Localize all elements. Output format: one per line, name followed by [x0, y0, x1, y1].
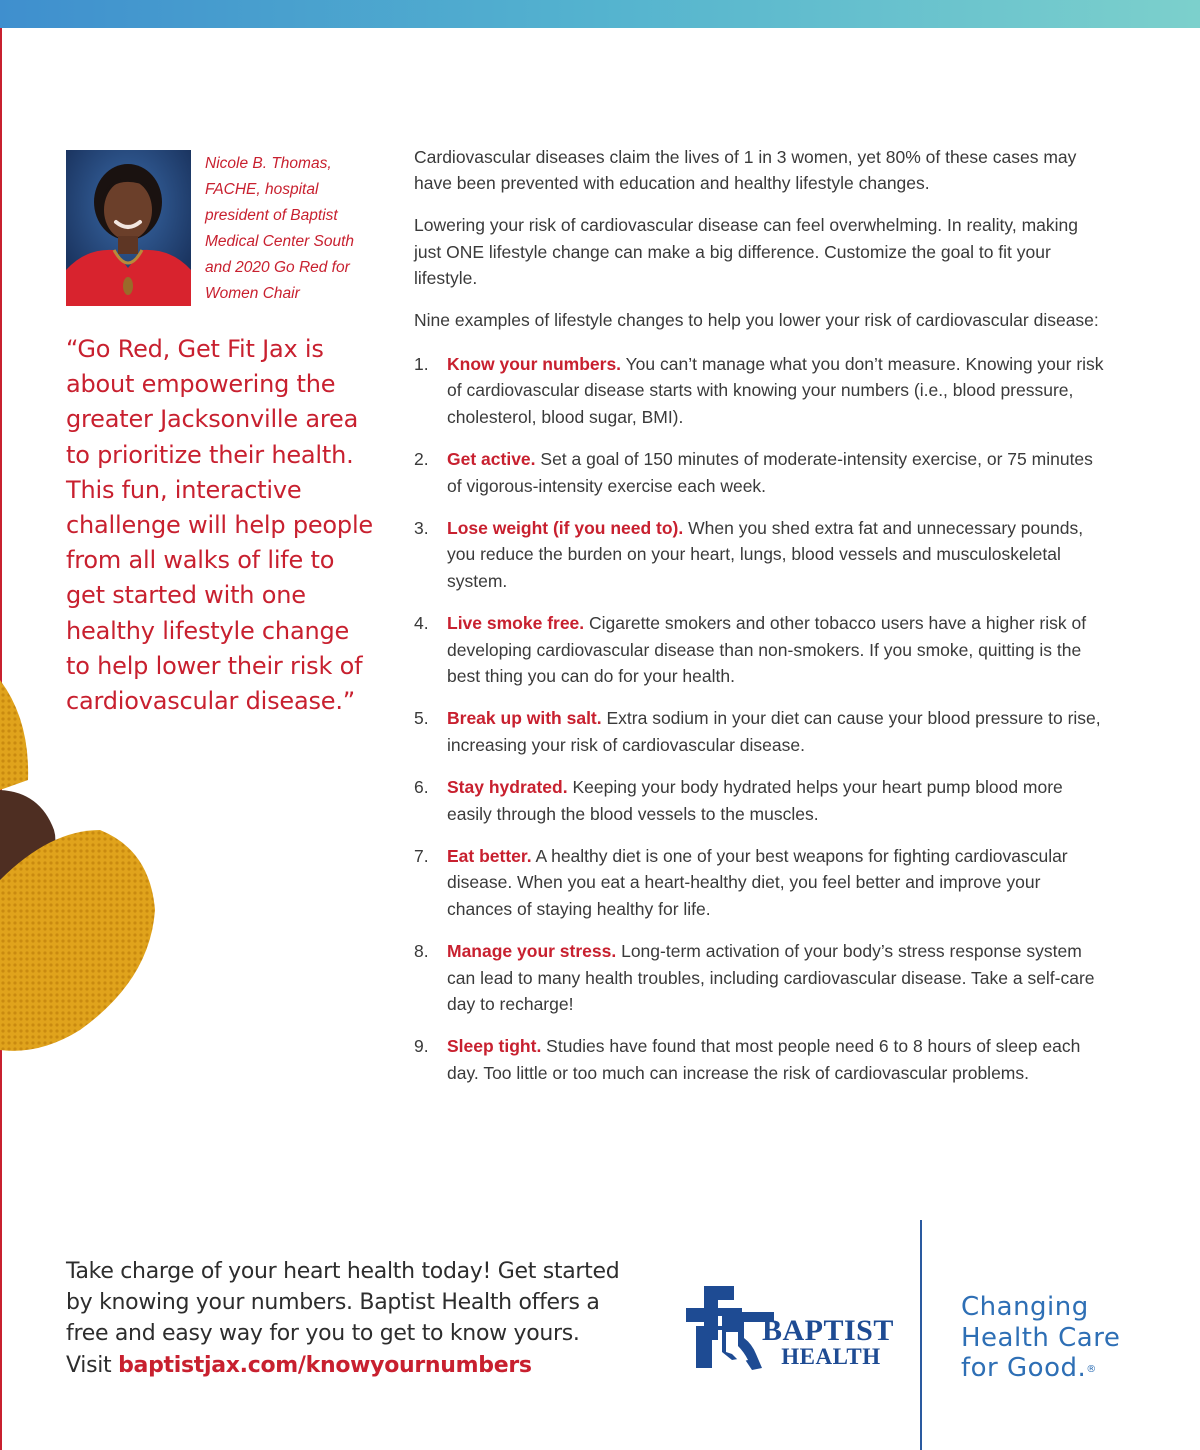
logo-word-baptist: BAPTIST	[762, 1314, 894, 1347]
tip-item	[414, 938, 1104, 1017]
tip-item	[414, 705, 1104, 757]
tip-heading: Stay hydrated.	[447, 777, 568, 798]
tip-text: Extra sodium in your diet can cause your blood pressure to rise, increasing your risk of cardiovascular disease.	[447, 708, 1101, 755]
tip-heading: Break up with salt.	[447, 708, 602, 729]
tip-number: 2.	[414, 449, 429, 470]
tip-heading: Manage your stress.	[447, 941, 617, 962]
tagline-line-last	[961, 1353, 1181, 1384]
article-body	[414, 144, 1104, 1102]
intro-paragraph: Lowering your risk of cardiovascular disease can feel overwhelming. In reality, making just ONE lifestyle change can make a big difference. Customize the goal to fit your lifestyle.	[414, 215, 1079, 288]
tip-text: Set a goal of 150 minutes of moderate-intensity exercise, or 75 minutes of vigorous-intensity exercise each week.	[447, 449, 1093, 496]
tip-item	[414, 774, 1104, 826]
tip-text: You can’t manage what you don’t measure. Knowing your risk of cardiovascular disease starts with knowing your numbers (i.e., blood pressure, cholesterol, blood sugar, BMI).	[447, 354, 1104, 427]
tip-text: Long-term activation of your body’s stress response system can lead to many health troubles, including cardiovascular disease. Take a self-care day to recharge!	[447, 941, 1095, 1014]
tip-heading: Know your numbers.	[447, 354, 622, 375]
tip-number: 9.	[414, 1036, 429, 1057]
tip-heading: Get active.	[447, 449, 536, 470]
sweater-arm-illustration	[0, 680, 170, 1060]
tip-item	[414, 515, 1104, 594]
tip-item	[414, 351, 1104, 430]
pull-quote: “Go Red, Get Fit Jax is about empowering the greater Jacksonville area to prioritize their health. This fun, interactive challenge will help people from all walks of life to get started with one healthy lifestyle change to help lower their risk of cardiovascular disease.”	[66, 335, 373, 716]
tagline-line: for Good.	[961, 1353, 1087, 1383]
tagline	[961, 1292, 1181, 1384]
call-to-action	[66, 1256, 626, 1381]
baptist-health-logo-text	[762, 1314, 894, 1369]
tip-item	[414, 610, 1104, 689]
portrait-photo	[66, 150, 191, 306]
photo-caption: Nicole B. Thomas, FACHE, hospital president of Baptist Medical Center South and 2020 Go Red for Women Chair	[205, 155, 355, 302]
tip-number: 8.	[414, 941, 429, 962]
tip-text: Studies have found that most people need 6 to 8 hours of sleep each day. Too little or too much can increase the risk of cardiovascular problems.	[447, 1036, 1081, 1083]
top-gradient-band	[0, 0, 1200, 28]
cta-link[interactable]: baptistjax.com/knowyournumbers	[118, 1352, 532, 1378]
vertical-divider	[920, 1220, 922, 1450]
tagline-line: Health Care	[961, 1322, 1121, 1353]
portrait-illustration	[66, 150, 191, 306]
tip-heading: Live smoke free.	[447, 613, 585, 634]
tip-number: 6.	[414, 777, 429, 798]
registered-mark: ®	[1086, 1364, 1097, 1375]
tip-text: Keeping your body hydrated helps your heart pump blood more easily through the blood vessels to the muscles.	[447, 777, 1063, 824]
cta-text: Take charge of your heart health today! Get started by knowing your numbers. Baptist Health offers a free and easy way for you to get to know yours. Visit	[66, 1259, 620, 1378]
tip-text: When you shed extra fat and unnecessary pounds, you reduce the burden on your heart, lungs, blood vessels and musculoskeletal system.	[447, 518, 1084, 591]
tip-heading: Lose weight (if you need to).	[447, 518, 684, 539]
tip-heading: Sleep tight.	[447, 1036, 542, 1057]
tip-number: 3.	[414, 518, 429, 539]
intro-paragraph: Cardiovascular diseases claim the lives of 1 in 3 women, yet 80% of these cases may have been prevented with education and healthy lifestyle changes.	[414, 147, 1077, 194]
tip-number: 7.	[414, 846, 429, 867]
tips-list	[414, 351, 1104, 1086]
tip-number: 1.	[414, 354, 429, 375]
tip-text: A healthy diet is one of your best weapons for fighting cardiovascular disease. When you eat a heart-healthy diet, you feel better and improve your chances of staying healthy for life.	[447, 846, 1068, 919]
tip-item	[414, 843, 1104, 922]
tagline-line: Changing	[961, 1292, 1089, 1322]
tip-number: 5.	[414, 708, 429, 729]
logo-word-health: HEALTH	[781, 1344, 881, 1369]
tip-text: Cigarette smokers and other tobacco users have a higher risk of developing cardiovascular disease than non-smokers. If you smoke, quitting is the best thing you can do for your health.	[447, 613, 1087, 686]
intro-paragraph: Nine examples of lifestyle changes to help you lower your risk of cardiovascular disease:	[414, 310, 1099, 331]
tip-item	[414, 446, 1104, 498]
tip-item	[414, 1033, 1104, 1085]
tip-number: 4.	[414, 613, 429, 634]
sweater-arm-image	[0, 680, 170, 1060]
tip-heading: Eat better.	[447, 846, 532, 867]
